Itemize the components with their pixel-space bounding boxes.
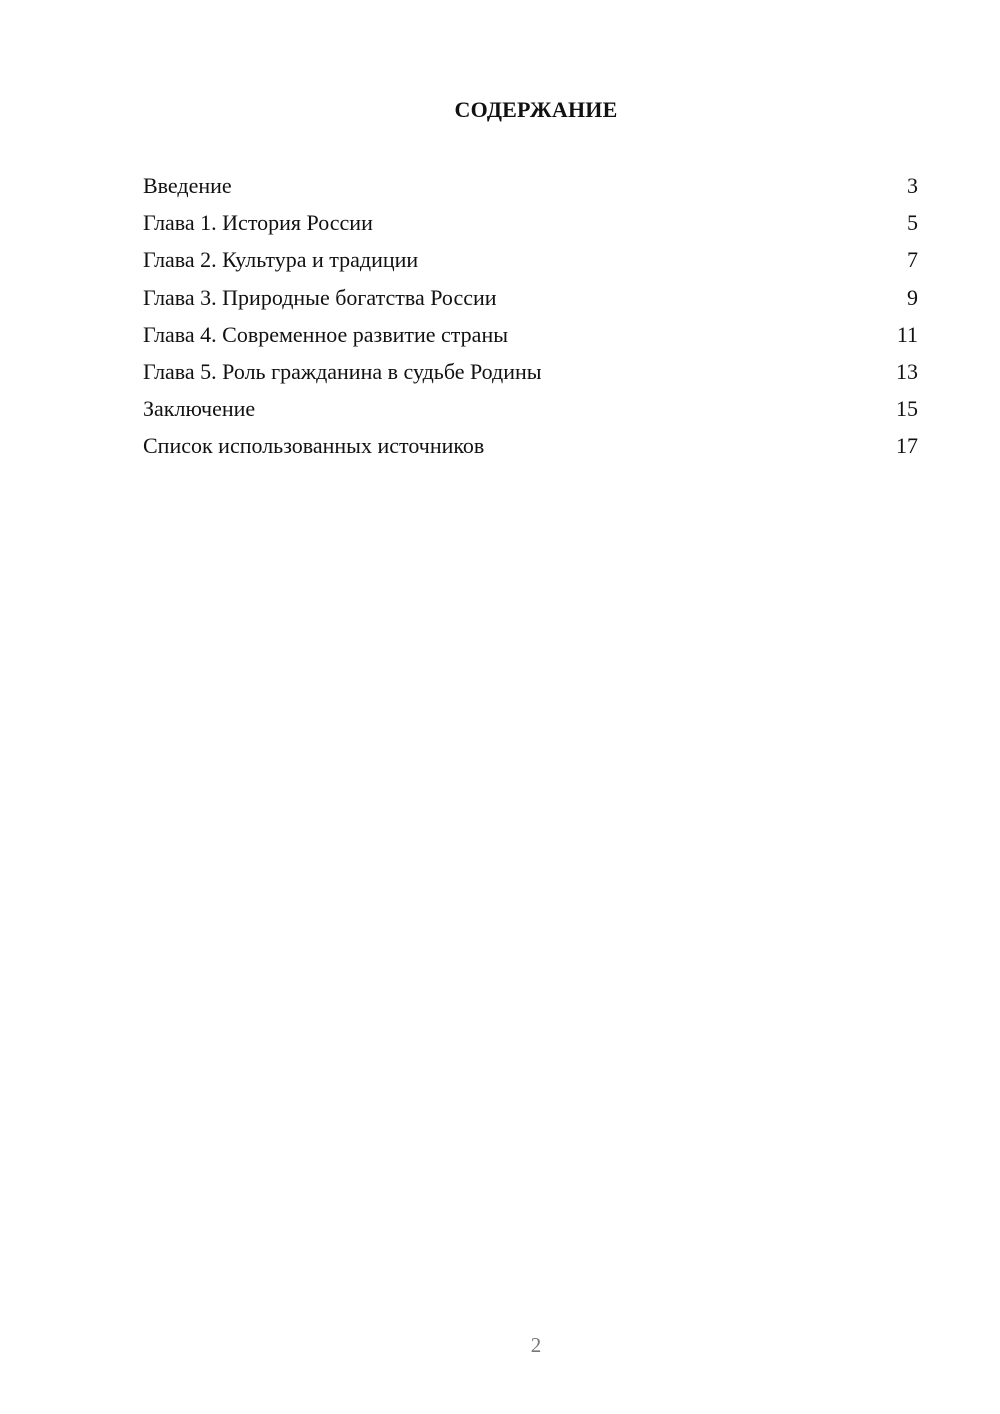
toc-item-page-number: 9 [907, 284, 918, 310]
toc-item-introduction [143, 167, 918, 204]
toc-item-page-number: 7 [907, 247, 918, 273]
toc-item-label: Глава 2. Культура и традиции [143, 247, 419, 273]
toc-item-chapter-5 [143, 353, 918, 390]
toc-item-label: Список использованных источников [143, 433, 485, 459]
toc-item-chapter-2 [143, 241, 918, 278]
toc-item-label: Заключение [143, 396, 256, 422]
toc-item-chapter-4 [143, 316, 918, 353]
page-title: СОДЕРЖАНИЕ [454, 97, 618, 122]
table-of-contents [143, 167, 918, 465]
toc-item-page-number: 17 [896, 433, 918, 459]
toc-item-page-number: 11 [896, 321, 918, 347]
page-number: 2 [530, 1333, 542, 1357]
toc-item-label: Глава 4. Современное развитие страны [143, 321, 508, 347]
toc-item-label: Глава 1. История России [143, 210, 373, 236]
toc-item-label: Введение [143, 173, 232, 198]
toc-item-page-number: 13 [896, 358, 918, 384]
toc-item-page-number: 3 [907, 173, 918, 198]
toc-item-conclusion [143, 390, 918, 427]
toc-item-label: Глава 3. Природные богатства России [143, 284, 497, 310]
toc-item-page-number: 15 [896, 396, 918, 422]
toc-item-page-number: 5 [907, 210, 918, 236]
toc-item-chapter-3 [143, 279, 918, 316]
toc-item-references [143, 427, 918, 464]
toc-item-label: Глава 5. Роль гражданина в судьбе Родины [143, 358, 542, 384]
toc-item-chapter-1 [143, 204, 918, 241]
